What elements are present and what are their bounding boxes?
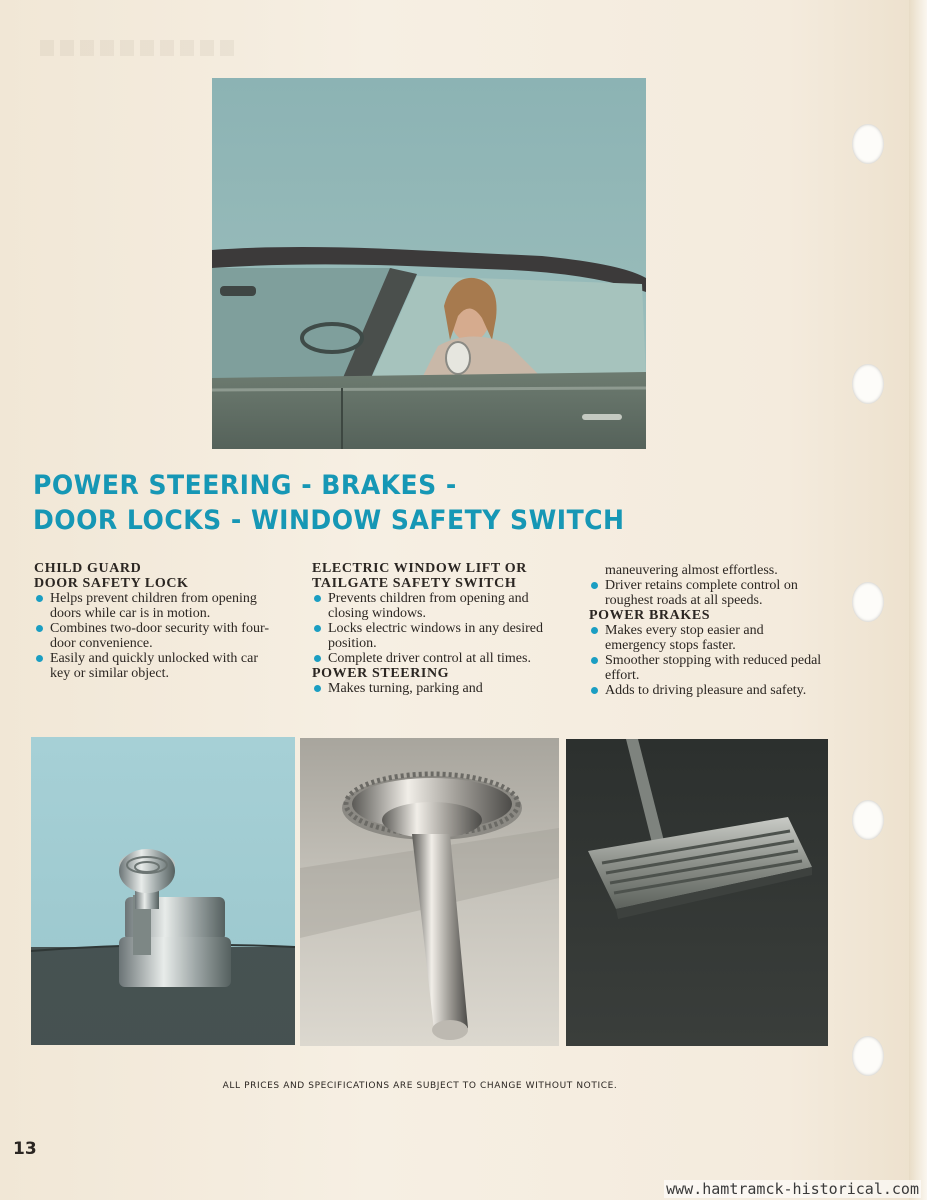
power-steering-heading: POWER STEERING xyxy=(312,666,450,681)
window-crank-illustration xyxy=(300,738,559,1046)
list-item: Locks electric windows in any desired position. xyxy=(312,621,548,651)
page-headline xyxy=(33,468,625,538)
headline-line-1: POWER STEERING - BRAKES - xyxy=(33,470,457,501)
watermark-url: www.hamtramck-historical.com xyxy=(666,1180,919,1198)
binder-hole xyxy=(852,124,884,164)
column-power-brakes xyxy=(589,563,827,698)
window-crank-photo xyxy=(300,738,559,1046)
list-item: Helps prevent children from opening doors while car is in motion. xyxy=(34,591,270,621)
door-lock-illustration xyxy=(31,737,295,1045)
list-item: Easily and quickly unlocked with car key or similar object. xyxy=(34,651,270,681)
price-notice: ALL PRICES AND SPECIFICATIONS ARE SUBJECT TO CHANGE WITHOUT NOTICE. xyxy=(222,1081,618,1091)
headline-line-2: DOOR LOCKS - WINDOW SAFETY SWITCH xyxy=(33,505,625,536)
child-guard-list xyxy=(34,591,270,681)
list-item: Driver retains complete control on roughest roads at all speeds. xyxy=(589,578,827,608)
list-item: Makes every stop easier and emergency stops faster. xyxy=(589,623,827,653)
list-item: Adds to driving pleasure and safety. xyxy=(589,683,827,698)
child-guard-heading: CHILD GUARD xyxy=(34,561,142,576)
power-brakes-heading: POWER BRAKES xyxy=(589,608,711,623)
binder-hole xyxy=(852,582,884,622)
list-item: Combines two-door security with four-door convenience. xyxy=(34,621,270,651)
binder-hole xyxy=(852,1036,884,1076)
list-item-continued: maneuvering almost effortless. xyxy=(605,563,778,578)
bleed-through-text xyxy=(40,40,240,56)
page-number: 13 xyxy=(13,1139,37,1159)
binder-hole xyxy=(852,800,884,840)
column-child-guard xyxy=(34,561,270,681)
door-lock-photo xyxy=(31,737,295,1045)
brake-pedal-illustration xyxy=(566,739,828,1046)
binder-hole xyxy=(852,364,884,404)
tailgate-switch-heading: TAILGATE SAFETY SWITCH xyxy=(312,576,517,591)
power-steering-list-continued xyxy=(589,563,827,608)
column-window-switch xyxy=(312,561,548,696)
window-switch-list xyxy=(312,591,548,666)
list-item: Makes turning, parking and xyxy=(312,681,548,696)
door-safety-lock-heading: DOOR SAFETY LOCK xyxy=(34,576,189,591)
brake-pedal-photo xyxy=(566,739,828,1046)
list-item: Prevents children from opening and closing windows. xyxy=(312,591,548,621)
list-item: Complete driver control at all times. xyxy=(312,651,548,666)
page-edge xyxy=(909,0,927,1200)
power-steering-list xyxy=(312,681,548,696)
car-window-photo xyxy=(212,78,646,449)
list-item: Smoother stopping with reduced pedal effort. xyxy=(589,653,827,683)
power-brakes-list xyxy=(589,623,827,698)
car-window-illustration xyxy=(212,78,646,449)
electric-window-heading: ELECTRIC WINDOW LIFT OR xyxy=(312,561,527,576)
